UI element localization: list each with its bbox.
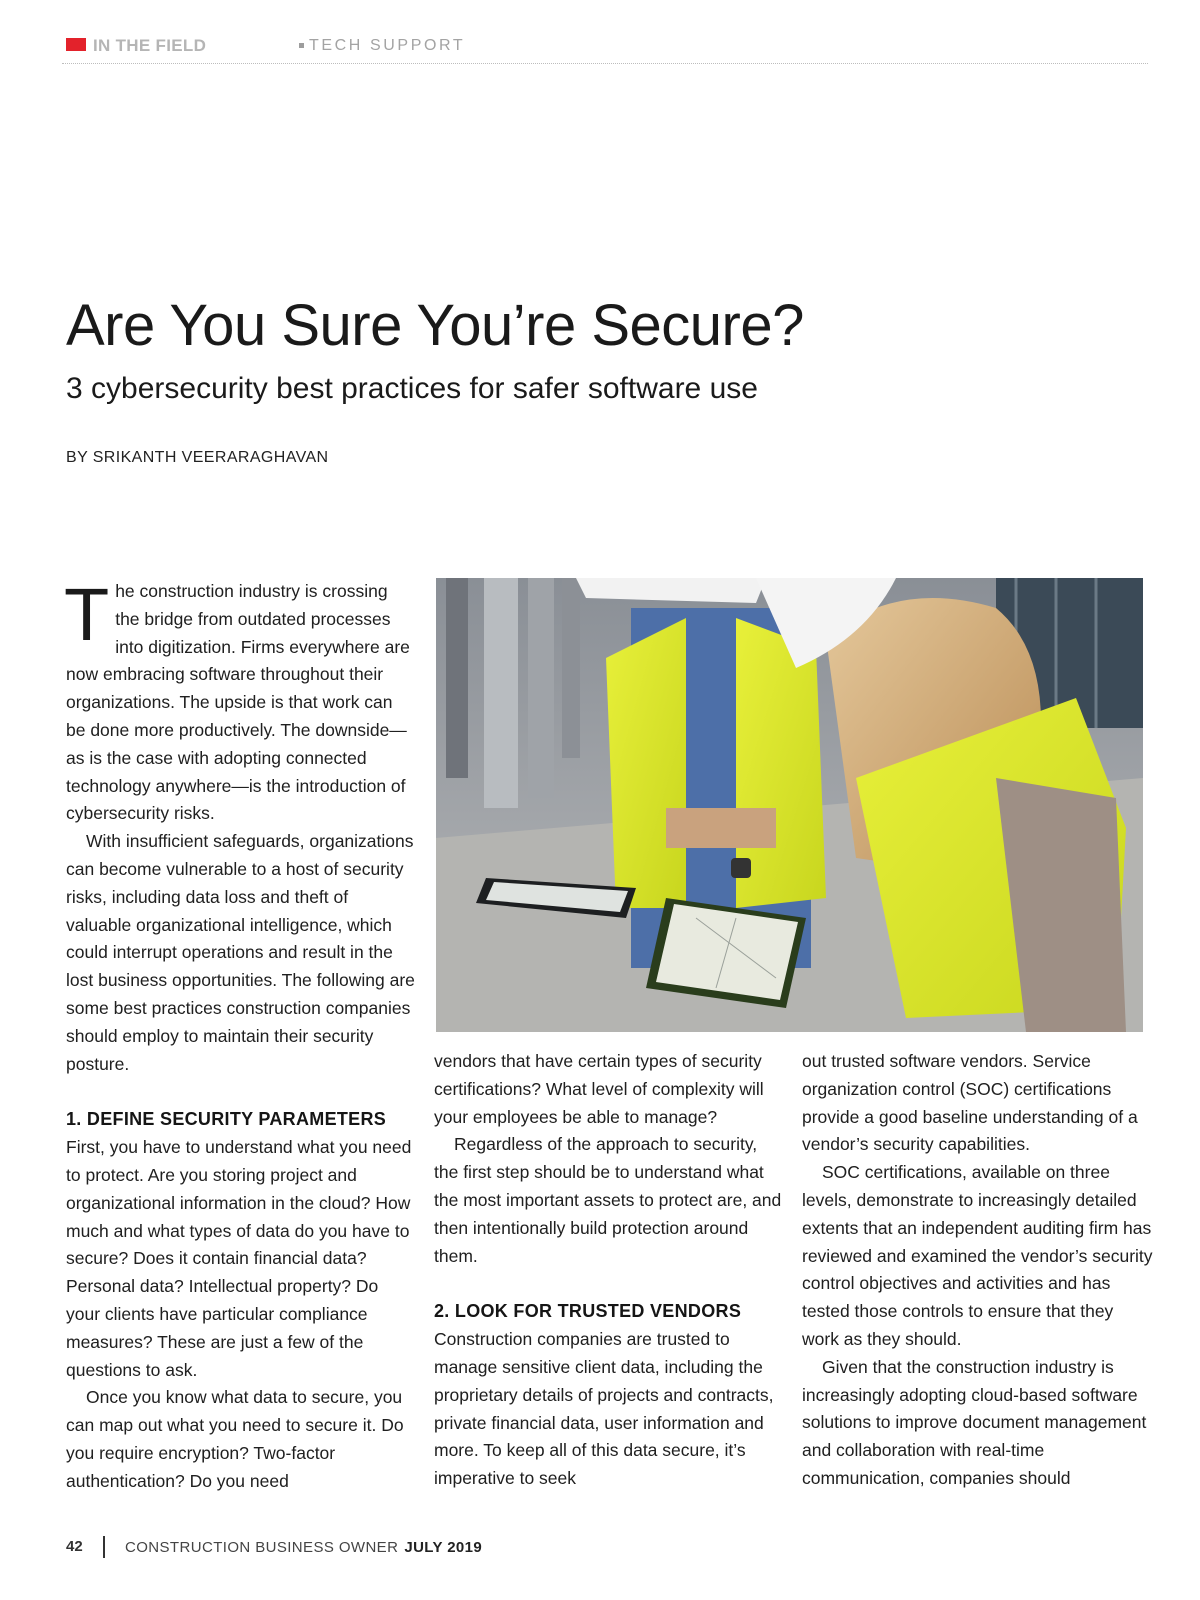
article-column-1 [64,573,416,1496]
paragraph: First, you have to understand what you need to protect. Are you storing project and organizational information in the cloud? How much and what types of data do you have to secure? Does it contain financial data? Personal data? Intellectual property? Do your clients have particular compliance measures? These are just a few of the questions to ask. [66,1137,412,1380]
paragraph-split-end: vendors that have certain types of security certifications? What level of complexity will your employees be able to manage? [434,1051,764,1127]
article-photo [436,578,1143,1032]
article-byline: BY SRIKANTH VEERARAGHAVAN [66,449,329,466]
drop-cap: T [64,573,110,656]
header-divider [62,63,1148,64]
section-heading-2: 2. LOOK FOR TRUSTED VENDORS [434,1301,742,1322]
paragraph: Regardless of the approach to security, the first step should be to understand what the most important assets to protect are, and then intentionally build protection around them. [434,1134,782,1266]
issue-date: JULY 2019 [404,1539,483,1556]
article-subtitle: 3 cybersecurity best practices for safer software use [66,372,758,405]
subsection-label: TECH SUPPORT [309,37,466,54]
article-column-3 [802,1048,1154,1493]
paragraph-split-end: out trusted software vendors. Service organization control (SOC) certifications provide a good baseline understanding of a vendor’s security capabilities. [802,1051,1138,1155]
section-header [66,36,1148,62]
intro-paragraph [64,573,416,828]
paragraph: SOC certifications, available on three levels, demonstrate to increasingly detailed extents that an independent auditing firm has reviewed and examined the vendor’s security control objectives and activities and has tested those controls to ensure that they work as they should. [802,1162,1153,1349]
page-number: 42 [66,1538,83,1555]
footer-divider [103,1536,105,1558]
paragraph: Given that the construction industry is increasingly adopting cloud-based software solutions to improve document management and collaboration with real-time communication, companies should [802,1356,1147,1488]
magazine-title: CONSTRUCTION BUSINESS OWNER [125,1539,399,1556]
section-heading-1: 1. DEFINE SECURITY PARAMETERS [66,1109,387,1130]
paragraph-split-start: Construction companies are trusted to manage sensitive client data, including the proprietary details of projects and contracts, private financial data, user information and more. To keep all of this data secure, it’s imperative to seek [434,1329,774,1489]
article-title: Are You Sure You’re Secure? [66,293,804,358]
magazine-name [125,1539,482,1556]
paragraph: With insufficient safeguards, organizations can become vulnerable to a host of security risks, including data loss and theft of valuable organizational intelligence, which could interrupt operations and result in the lost business opportunities. The following are some best practices construction companies should employ to maintain their security posture. [66,831,415,1074]
paragraph-split-start: Once you know what data to secure, you can map out what you need to secure it. Do you require encryption? Two-factor authentication? Do you need [66,1387,404,1491]
section-label: IN THE FIELD [93,36,207,55]
separator-dot [299,43,304,48]
article-column-2 [434,1048,786,1493]
intro-text: he construction industry is crossing the bridge from outdated processes into digitization. Firms everywhere are now embracing software throughout their organizations. The upside is that work can be done more productively. The downside—as is the case with adopting connected technology anywhere—is the introduction of cybersecurity risks. [66,581,410,824]
section-marker [66,38,86,51]
